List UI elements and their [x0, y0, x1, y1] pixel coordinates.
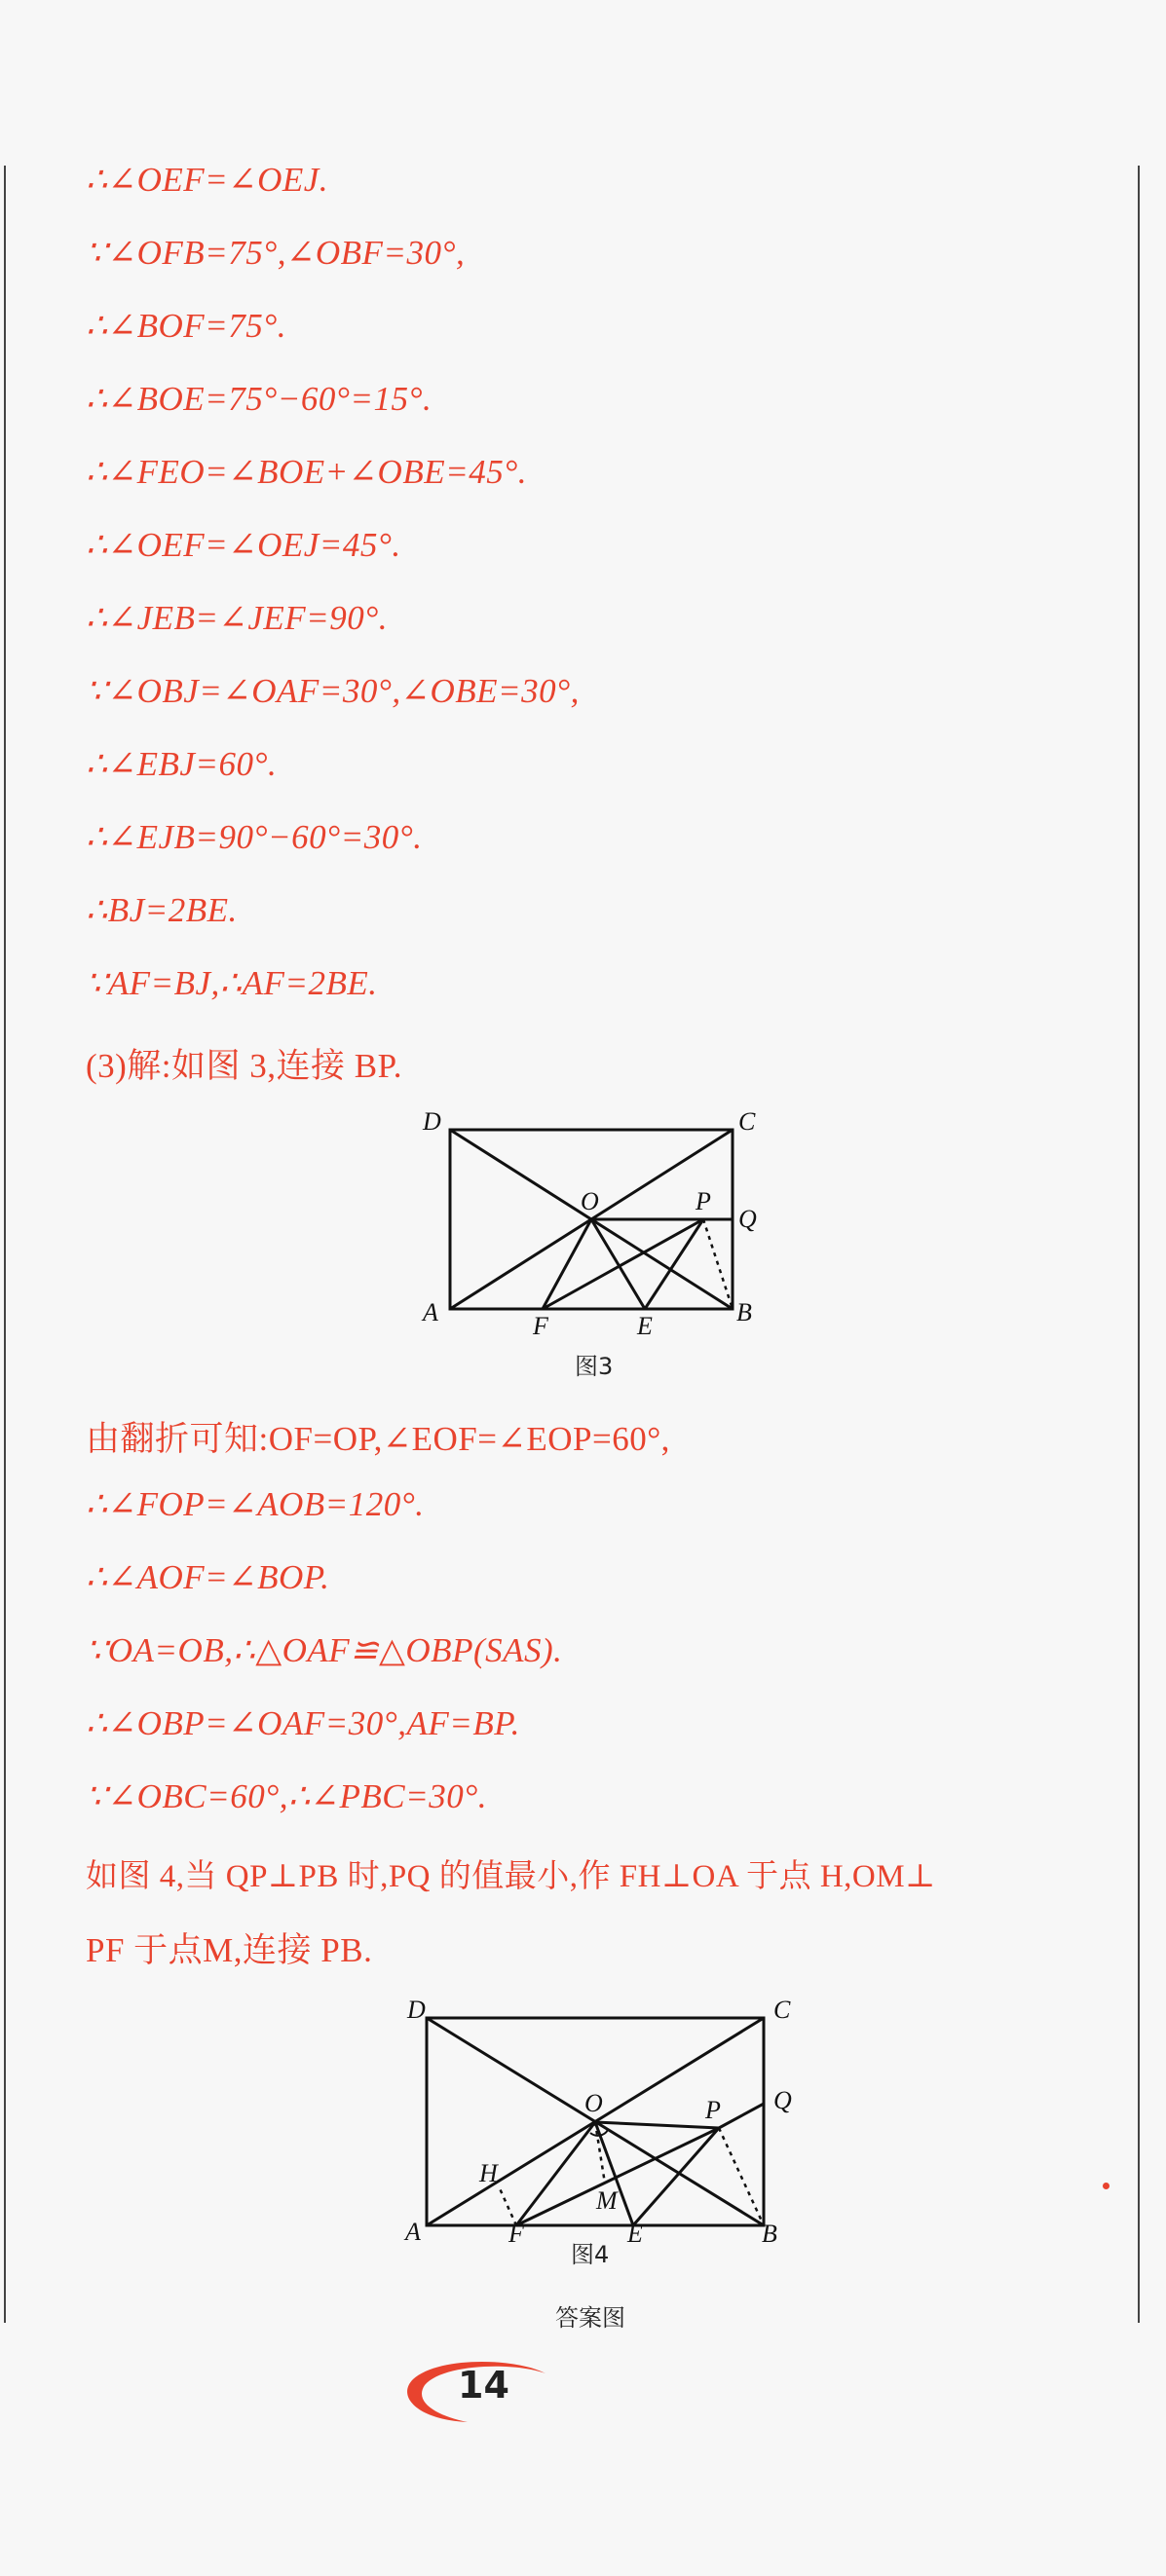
proof-line-5: ∴∠FEO=∠BOE+∠OBE=45°. — [86, 453, 527, 491]
fig3-label-P: P — [696, 1187, 711, 1215]
fig3-label-F: F — [533, 1312, 548, 1340]
proof-line-8: ∵∠OBJ=∠OAF=30°,∠OBE=30°, — [86, 672, 580, 710]
fig3-label-D: D — [423, 1107, 441, 1136]
fig4-label-P: P — [705, 2096, 721, 2124]
page-border-right — [1138, 166, 1140, 2323]
part3-heading: (3)解:如图 3,连接 BP. — [86, 1047, 402, 1085]
proof-line-12: ∵AF=BJ,∴AF=2BE. — [86, 964, 378, 1002]
fig3-label-C: C — [738, 1107, 756, 1136]
fig4-label-A: A — [405, 2218, 421, 2246]
proof-line-11: ∴BJ=2BE. — [86, 891, 238, 929]
proof-line-13: 由翻折可知:OF=OP,∠EOF=∠EOP=60°, — [86, 1420, 670, 1458]
proof-line-18: ∵∠OBC=60°,∴∠PBC=30°. — [86, 1777, 488, 1815]
answer-figure-caption: 答案图 — [555, 2304, 625, 2332]
fig4-label-H: H — [479, 2159, 498, 2187]
proof-line-7: ∴∠JEB=∠JEF=90°. — [86, 599, 388, 637]
proof-line-16: ∵OA=OB,∴△OAF≌△OBP(SAS). — [86, 1631, 563, 1669]
proof-line-10: ∴∠EJB=90°−60°=30°. — [86, 818, 423, 856]
proof-line-14: ∴∠FOP=∠AOB=120°. — [86, 1485, 425, 1523]
page-number: 14 — [458, 2364, 509, 2407]
page-number-badge — [399, 2352, 555, 2430]
proof-line-15: ∴∠AOF=∠BOP. — [86, 1558, 330, 1596]
fig3-label-Q: Q — [738, 1205, 757, 1233]
proof-line-6: ∴∠OEF=∠OEJ=45°. — [86, 526, 401, 564]
fig4-label-D: D — [407, 1996, 426, 2024]
fig4-label-B: B — [762, 2220, 777, 2248]
fig3-label-B: B — [736, 1298, 752, 1326]
red-dot-mark — [1103, 2183, 1110, 2189]
proof-line-4: ∴∠BOE=75°−60°=15°. — [86, 380, 433, 418]
figure-3-caption: 图3 — [575, 1353, 614, 1380]
proof-line-3: ∴∠BOF=75°. — [86, 307, 286, 345]
page-border-left — [4, 166, 6, 2323]
fig3-label-A: A — [423, 1298, 438, 1326]
fig3-label-E: E — [637, 1312, 653, 1340]
proof-line-17: ∴∠OBP=∠OAF=30°,AF=BP. — [86, 1704, 520, 1742]
fig3-label-O: O — [581, 1187, 599, 1215]
fig4-label-O: O — [584, 2089, 603, 2117]
figure-4 — [399, 1987, 809, 2248]
proof-line-19: 如图 4,当 QP⊥PB 时,PQ 的值最小,作 FH⊥OA 于点 H,OM⊥ — [86, 1859, 936, 1894]
proof-line-1: ∴∠OEF=∠OEJ. — [86, 161, 329, 199]
fig4-label-Q: Q — [773, 2086, 792, 2114]
figure-4-caption: 图4 — [571, 2241, 610, 2268]
proof-line-20: PF 于点M,连接 PB. — [86, 1931, 373, 1969]
proof-line-2: ∵∠OFB=75°,∠OBF=30°, — [86, 234, 466, 272]
fig4-label-F: F — [508, 2220, 524, 2248]
figure-3 — [409, 1101, 779, 1344]
proof-line-9: ∴∠EBJ=60°. — [86, 745, 278, 783]
fig4-label-M: M — [596, 2186, 618, 2215]
fig4-label-C: C — [773, 1996, 791, 2024]
fig4-label-E: E — [627, 2220, 643, 2248]
